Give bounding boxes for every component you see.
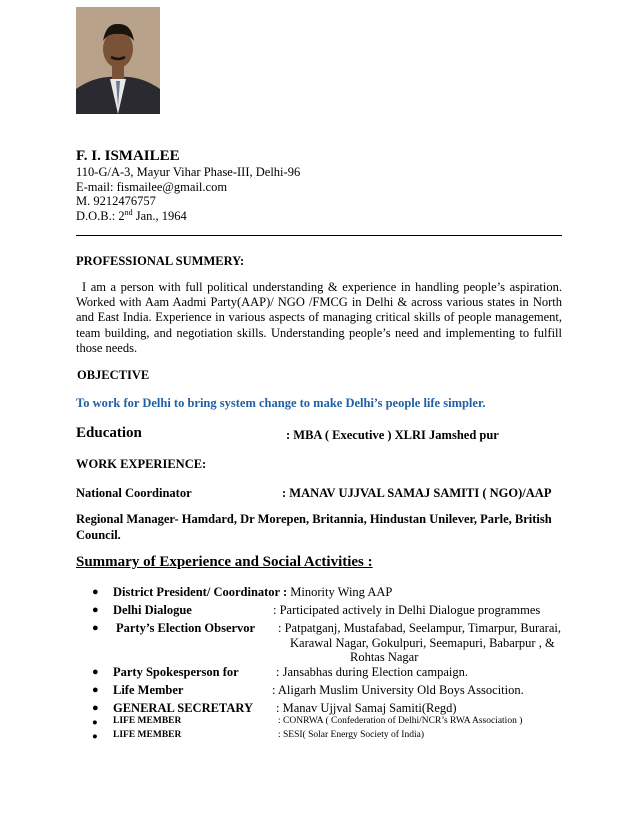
bullet-icon: ● xyxy=(92,622,99,634)
bullet-icon: ● xyxy=(92,732,98,742)
work-role: National Coordinator xyxy=(76,486,192,500)
candidate-name: F. I. ISMAILEE xyxy=(76,148,180,164)
summary-item-label: Delhi Dialogue xyxy=(113,603,192,617)
summary-heading: Summary of Experience and Social Activities : xyxy=(76,554,373,570)
summary-item-label: Party’s Election Observor xyxy=(116,621,256,635)
bullet-icon: ● xyxy=(92,604,99,616)
objective-text: To work for Delhi to bring system change to make Delhi’s people life simpler. xyxy=(76,396,486,410)
summary-item-value: : CONRWA ( Confederation of Delhi/NCR’s RWA Association ) xyxy=(278,716,523,726)
work-experience-heading: WORK EXPERIENCE: xyxy=(76,457,207,471)
person-portrait-icon xyxy=(76,7,160,114)
bullet-icon: ● xyxy=(92,666,99,678)
work-organization: : MANAV UJJVAL SAMAJ SAMITI ( NGO)/AAP xyxy=(282,486,552,500)
summary-item-label: LIFE MEMBER xyxy=(113,716,182,726)
summary-item-value: : Patpatganj, Mustafabad, Seelampur, Timarpur, Burarai, xyxy=(278,621,561,635)
email-line: E-mail: fismailee@gmail.com xyxy=(76,180,228,194)
professional-summary-heading: PROFESSIONAL SUMMERY: xyxy=(76,254,245,268)
summary-item-value: : SESI( Solar Energy Society of India) xyxy=(278,730,424,740)
profile-photo xyxy=(76,7,160,114)
summary-item-label-text: District President/ Coordinator : xyxy=(113,585,288,599)
bullet-icon: ● xyxy=(92,718,98,728)
bullet-icon: ● xyxy=(92,702,99,714)
summary-item-value: Minority Wing AAP xyxy=(287,585,393,599)
professional-summary-text xyxy=(76,280,562,356)
summary-item-label: GENERAL SECRETARY xyxy=(113,701,253,715)
dob-suffix: Jan., 1964 xyxy=(132,209,187,224)
summary-item-label: Party Spokesperson for xyxy=(113,665,239,679)
summary-item-value: : Participated actively in Delhi Dialogue programmes xyxy=(273,603,541,617)
bullet-icon: ● xyxy=(92,684,99,696)
summary-item-label: Life Member xyxy=(113,683,184,697)
summary-item-value-cont: Rohtas Nagar xyxy=(350,650,419,664)
dob-line xyxy=(76,208,187,224)
dob-prefix: D.O.B.: 2 xyxy=(76,209,125,224)
summary-item-value: : Aligarh Muslim University Old Boys Assocition. xyxy=(272,683,524,697)
summary-item-value-cont: Karawal Nagar, Gokulpuri, Seemapuri, Babarpur , & xyxy=(290,636,555,650)
header-divider xyxy=(76,235,562,236)
professional-summary-body: I am a person with full political understanding & experience in handling people’s aspiration. Worked with Aam Aadmi Party(AAP)/ NGO /FMCG in Delhi & across various states in North and East India. Experience in various aspects of managing critical skills of people management, team building, and negotiation skills. Understanding people’s need and implementing to fulfill those needs. xyxy=(76,280,562,355)
objective-heading: OBJECTIVE xyxy=(77,368,150,382)
dob-superscript: nd xyxy=(124,208,133,217)
regional-manager-text: Regional Manager- Hamdard, Dr Morepen, Britannia, Hindustan Unilever, Parle, British Council. xyxy=(76,512,552,542)
education-label: Education xyxy=(76,425,142,441)
bullet-icon: ● xyxy=(92,586,99,598)
summary-item-value: : Manav Ujjval Samaj Samiti(Regd) xyxy=(276,701,457,715)
summary-item-value: : Jansabhas during Election campaign. xyxy=(276,665,468,679)
education-value: : MBA ( Executive ) XLRI Jamshed pur xyxy=(286,428,499,442)
summary-item-label xyxy=(113,585,392,600)
mobile-line: M. 9212476757 xyxy=(76,194,156,208)
summary-item-label: LIFE MEMBER xyxy=(113,730,182,740)
address-line: 110-G/A-3, Mayur Vihar Phase-III, Delhi-96 xyxy=(76,165,301,179)
